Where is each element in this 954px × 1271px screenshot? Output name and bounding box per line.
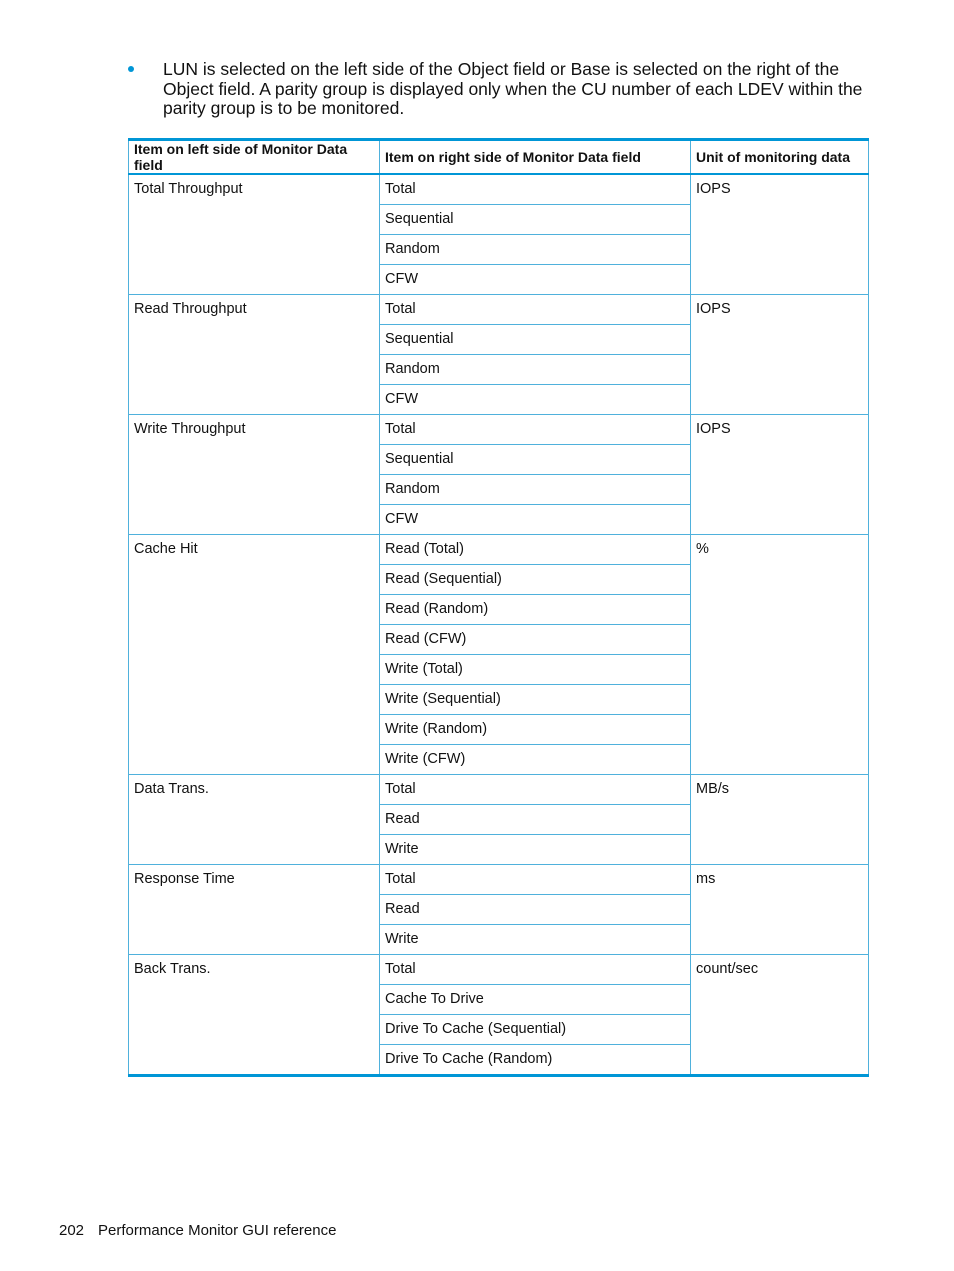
right-item-cell: CFW <box>380 385 691 415</box>
page-footer <box>59 1222 336 1239</box>
intro-bullet <box>128 60 873 119</box>
table-body <box>129 174 869 1076</box>
left-item-cell: Total Throughput <box>129 174 380 295</box>
right-item-cell: Total <box>380 174 691 205</box>
right-item-cell: Sequential <box>380 325 691 355</box>
right-item-cell: Drive To Cache (Random) <box>380 1045 691 1076</box>
right-item-cell: Read (Sequential) <box>380 565 691 595</box>
right-item-cell: Total <box>380 295 691 325</box>
left-item-cell: Data Trans. <box>129 775 380 865</box>
unit-cell: IOPS <box>691 415 869 535</box>
intro-bullet-text: LUN is selected on the left side of the Object field or Base is selected on the right of the Object field. A parity group is displayed only when the CU number of each LDEV within the parity group is to be monitored. <box>163 59 863 118</box>
right-item-cell: Total <box>380 775 691 805</box>
unit-cell: IOPS <box>691 295 869 415</box>
right-item-cell: Read <box>380 805 691 835</box>
right-item-cell: Write (Sequential) <box>380 685 691 715</box>
left-item-cell: Back Trans. <box>129 955 380 1076</box>
left-item-cell: Response Time <box>129 865 380 955</box>
right-item-cell: Drive To Cache (Sequential) <box>380 1015 691 1045</box>
right-item-cell: Cache To Drive <box>380 985 691 1015</box>
right-item-cell: Read (CFW) <box>380 625 691 655</box>
table-row <box>129 775 869 805</box>
table-row <box>129 295 869 325</box>
right-item-cell: Write (Random) <box>380 715 691 745</box>
footer-section-title: Performance Monitor GUI reference <box>98 1222 337 1239</box>
right-item-cell: Total <box>380 865 691 895</box>
header-left-item: Item on left side of Monitor Data field <box>129 140 380 175</box>
left-item-cell: Cache Hit <box>129 535 380 775</box>
bullet-icon <box>128 66 134 72</box>
right-item-cell: Total <box>380 955 691 985</box>
table-row <box>129 415 869 445</box>
unit-cell: ms <box>691 865 869 955</box>
header-right-item: Item on right side of Monitor Data field <box>380 140 691 175</box>
unit-cell: % <box>691 535 869 775</box>
right-item-cell: Read (Total) <box>380 535 691 565</box>
right-item-cell: Write <box>380 835 691 865</box>
left-item-cell: Write Throughput <box>129 415 380 535</box>
left-item-cell: Read Throughput <box>129 295 380 415</box>
right-item-cell: Random <box>380 475 691 505</box>
table-row <box>129 535 869 565</box>
right-item-cell: Read <box>380 895 691 925</box>
header-unit: Unit of monitoring data <box>691 140 869 175</box>
monitor-data-table <box>128 138 869 1077</box>
table-row <box>129 955 869 985</box>
right-item-cell: Write <box>380 925 691 955</box>
right-item-cell: CFW <box>380 265 691 295</box>
right-item-cell: Read (Random) <box>380 595 691 625</box>
table-header-row <box>129 140 869 175</box>
unit-cell: MB/s <box>691 775 869 865</box>
page-number: 202 <box>59 1222 85 1239</box>
table-row <box>129 865 869 895</box>
right-item-cell: Total <box>380 415 691 445</box>
right-item-cell: Sequential <box>380 205 691 235</box>
right-item-cell: Random <box>380 235 691 265</box>
unit-cell: count/sec <box>691 955 869 1076</box>
right-item-cell: Write (CFW) <box>380 745 691 775</box>
right-item-cell: Sequential <box>380 445 691 475</box>
right-item-cell: Random <box>380 355 691 385</box>
right-item-cell: Write (Total) <box>380 655 691 685</box>
table-row <box>129 174 869 205</box>
right-item-cell: CFW <box>380 505 691 535</box>
unit-cell: IOPS <box>691 174 869 295</box>
